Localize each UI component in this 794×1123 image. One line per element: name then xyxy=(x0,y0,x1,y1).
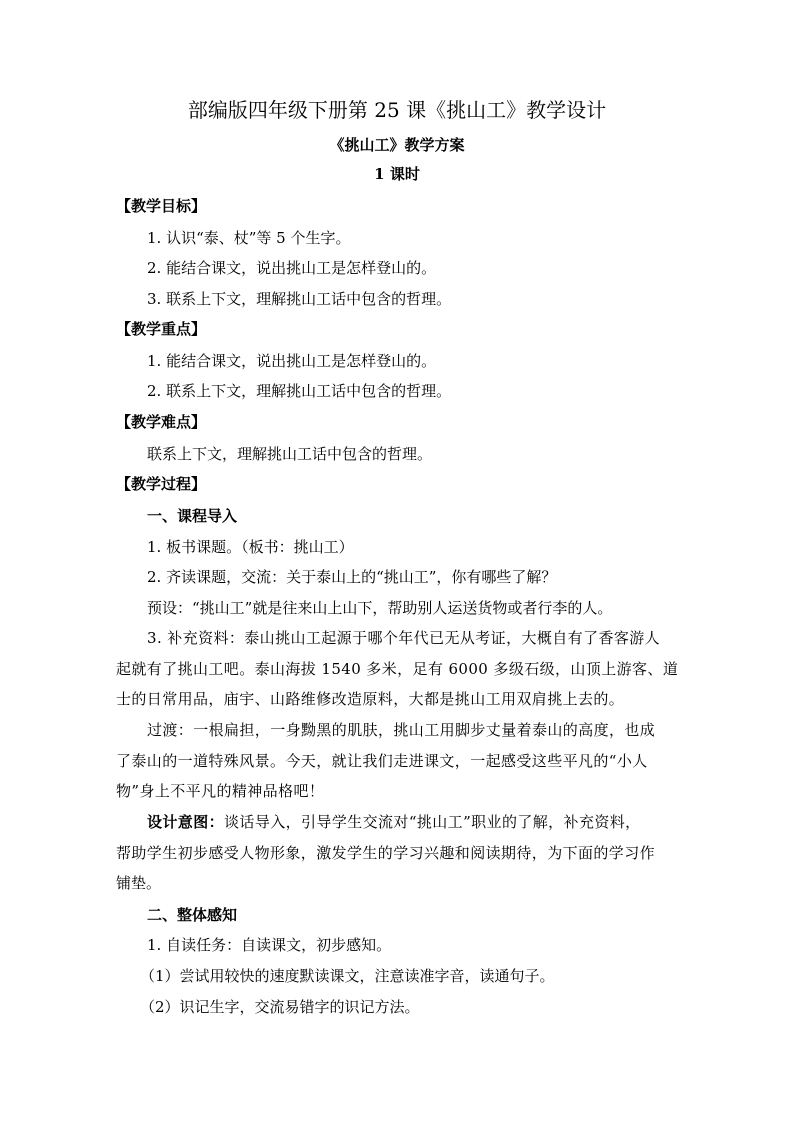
supplement-line: 3. 补充资料：泰山挑山工起源于哪个年代已无从考证，大概自有了香客游人 xyxy=(147,629,661,647)
supplement-line: 士的日常用品，庙宇、山路维修改造原料，大都是挑山工用双肩挑上去的。 xyxy=(116,690,625,708)
design-intent-label: 设计意图： xyxy=(147,813,225,831)
design-intent-line: 帮助学生初步感受人物形象，激发学生的学习兴趣和阅读期待，为下面的学习作 xyxy=(116,844,656,862)
transition-line: 了泰山的一道特殊风景。今天，就让我们走进课文，一起感受这些平凡的“小人 xyxy=(116,752,648,770)
process-heading: 【教学过程】 xyxy=(116,475,207,493)
difficulty-item: 联系上下文，理解挑山工话中包含的哲理。 xyxy=(147,445,433,463)
document-title: 部编版四年级下册第 25 课《挑山工》教学设计 xyxy=(187,98,607,122)
objective-item: 1. 认识“泰、杖”等 5 个生字。 xyxy=(147,229,351,247)
lesson-duration: 1 课时 xyxy=(374,165,420,183)
process-step: 1. 板书课题。（板书：挑山工） xyxy=(147,538,354,556)
process-substep: （1）尝试用较快的速度默读课文，注意读准字音，读通句子。 xyxy=(140,967,555,985)
objective-item: 3. 联系上下文，理解挑山工话中包含的哲理。 xyxy=(147,290,452,308)
transition-line: 过渡：一根扁担，一身黝黑的肌肤，挑山工用脚步丈量着泰山的高度，也成 xyxy=(147,721,656,739)
key-point-item: 1. 能结合课文，说出挑山工是怎样登山的。 xyxy=(147,352,437,370)
process-step: 1. 自读任务：自读课文，初步感知。 xyxy=(147,936,392,954)
design-intent-text: 谈话导入，引导学生交流对“挑山工”职业的了解，补充资料， xyxy=(224,813,641,831)
design-intent-line xyxy=(147,811,641,833)
objective-item: 2. 能结合课文，说出挑山工是怎样登山的。 xyxy=(147,259,437,277)
section-title-overview: 二、整体感知 xyxy=(147,906,238,924)
transition-line: 物”身上不平凡的精神品格吧！ xyxy=(116,782,325,800)
document-subtitle: 《挑山工》教学方案 xyxy=(329,136,465,154)
objectives-heading: 【教学目标】 xyxy=(116,197,207,215)
process-step: 2. 齐读课题，交流：关于泰山上的“挑山工”，你有哪些了解？ xyxy=(147,568,557,586)
design-intent-line: 铺垫。 xyxy=(116,874,162,892)
section-title-intro: 一、课程导入 xyxy=(147,507,238,525)
key-points-heading: 【教学重点】 xyxy=(116,320,207,338)
difficulties-heading: 【教学难点】 xyxy=(116,413,207,431)
process-substep: （2）识记生字，交流易错字的识记方法。 xyxy=(140,998,420,1016)
supplement-line: 起就有了挑山工吧。泰山海拔 1540 多米，足有 6000 多级石级，山顶上游客、道 xyxy=(116,660,679,678)
key-point-item: 2. 联系上下文，理解挑山工话中包含的哲理。 xyxy=(147,382,452,400)
preset-answer: 预设：“挑山工”就是往来山上山下，帮助别人运送货物或者行李的人。 xyxy=(147,599,613,617)
